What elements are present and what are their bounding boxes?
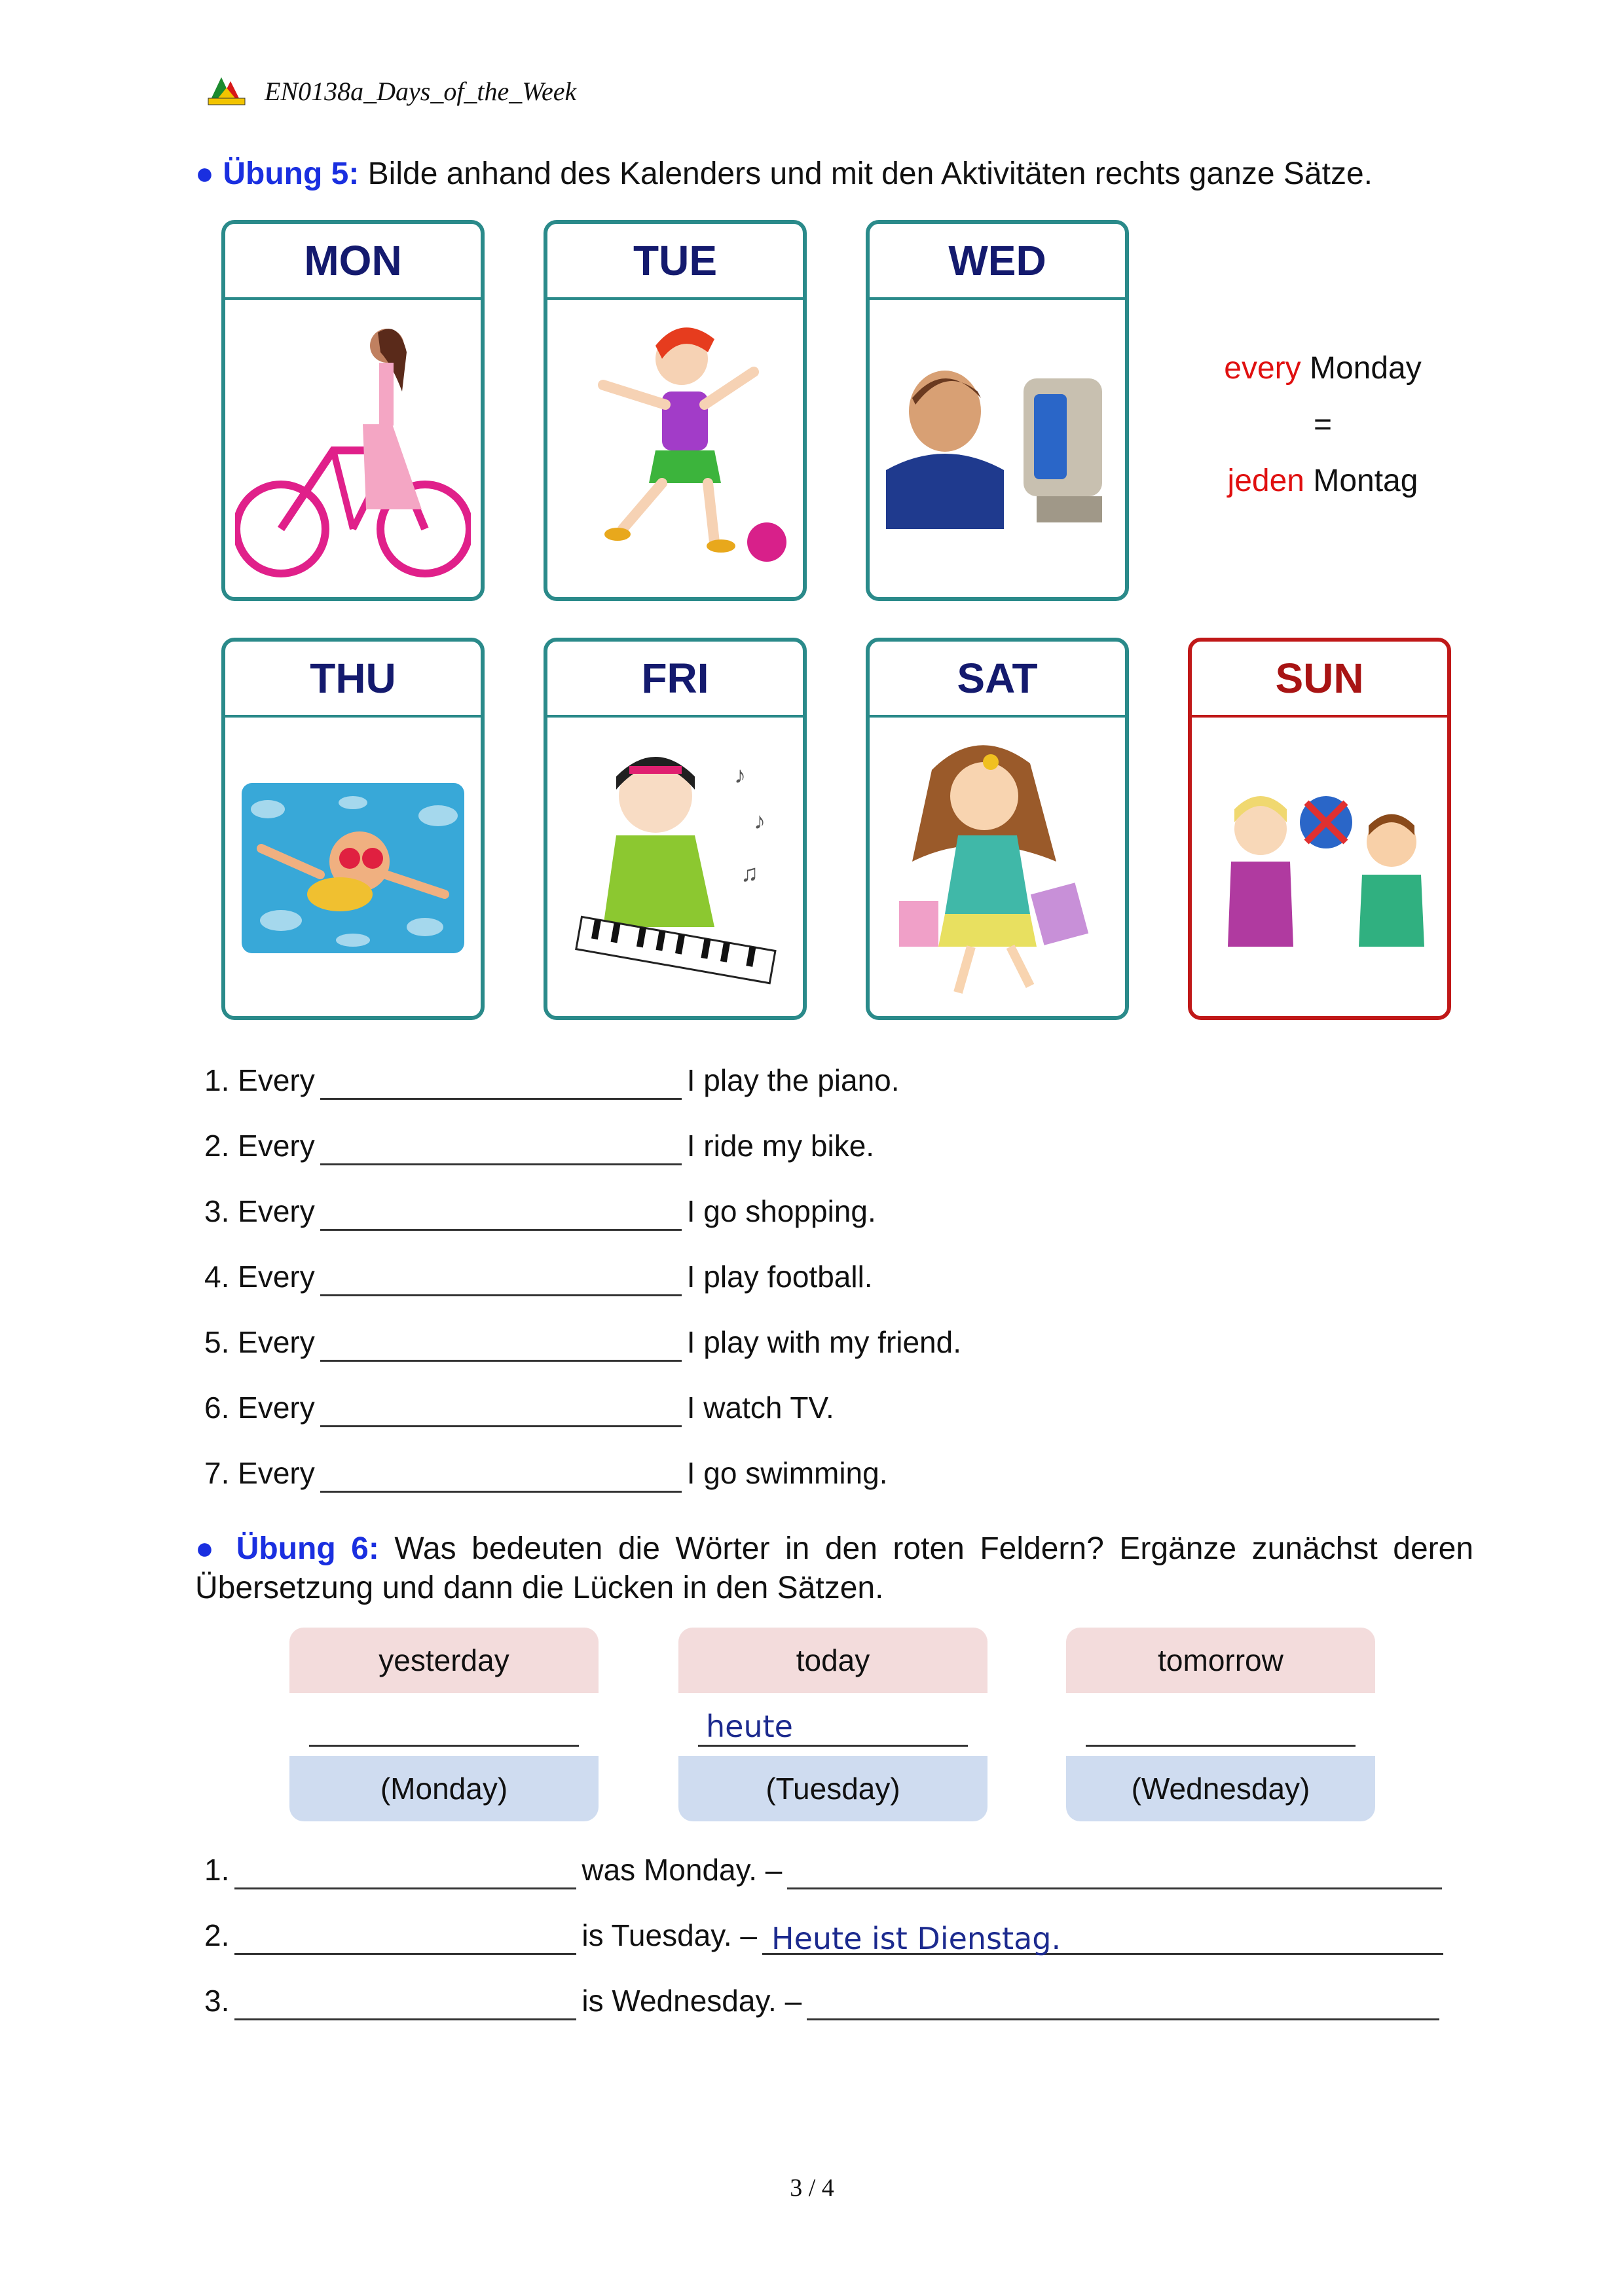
day-hint: (Wednesday) [1066, 1756, 1375, 1821]
english-word: today [678, 1628, 987, 1693]
note-equals: = [1313, 407, 1333, 442]
translation-field[interactable] [289, 1693, 599, 1756]
english-word: tomorrow [1066, 1628, 1375, 1693]
page-number: 3 / 4 [790, 2174, 834, 2202]
sentence-5-5: 5. Every I play with my friend. [204, 1322, 961, 1362]
piano-girl-illustration [547, 718, 803, 1019]
bullet: ● [195, 156, 214, 191]
sentence-5-2: 2. Every I ride my bike. [204, 1126, 874, 1165]
translation-field[interactable] [1066, 1693, 1375, 1756]
word-box-yesterday [289, 1628, 599, 1821]
exercise6-label: Übung 6: [236, 1531, 379, 1566]
answer-blank[interactable] [320, 1064, 682, 1100]
answer-blank[interactable] [234, 1919, 576, 1955]
day-card-tue [544, 220, 807, 601]
svg-text:♪: ♪ [734, 761, 746, 788]
sentence-5-6: 6. Every I watch TV. [204, 1388, 834, 1427]
day-card-mon [221, 220, 485, 601]
every-monday-note [1172, 340, 1473, 509]
translation-blank[interactable] [762, 1919, 1443, 1955]
answer-blank[interactable] [320, 1391, 682, 1427]
cycling-girl-illustration [225, 300, 481, 601]
answer-blank[interactable] [234, 1853, 576, 1889]
exercise5-instruction [195, 155, 1373, 194]
swimming-girl-illustration [225, 718, 481, 1019]
translation-blank[interactable] [807, 1984, 1439, 2020]
sentence-5-3: 3. Every I go shopping. [204, 1192, 876, 1231]
day-card-sun [1188, 638, 1451, 1020]
day-hint: (Tuesday) [678, 1756, 987, 1821]
sentence-5-4: 4. Every I play football. [204, 1257, 873, 1296]
day-label: WED [870, 224, 1125, 300]
football-girl-illustration [547, 300, 803, 601]
logo [207, 73, 246, 106]
document-title: EN0138a_Days_of_the_Week [265, 77, 577, 106]
word-box-tomorrow [1066, 1628, 1375, 1821]
sentence-6-1: 1. was Monday. – [204, 1850, 1447, 1889]
tv-boy-illustration [870, 300, 1125, 601]
day-card-wed [866, 220, 1129, 601]
day-card-fri [544, 638, 807, 1020]
translation-blank[interactable] [787, 1853, 1442, 1889]
exercise6-text: Was bedeuten die Wörter in den roten Feldern? Ergänze zunächst deren Übersetzung und dann die Lücken in den Sätzen. [195, 1531, 1474, 1605]
english-word: yesterday [289, 1628, 599, 1693]
day-card-sat [866, 638, 1129, 1020]
day-label: THU [225, 642, 481, 718]
day-label: TUE [547, 224, 803, 300]
day-hint: (Monday) [289, 1756, 599, 1821]
svg-text:♫: ♫ [741, 860, 758, 886]
sentence-5-7: 7. Every I go swimming. [204, 1453, 888, 1493]
note-line-1: every Monday [1224, 351, 1422, 386]
handwritten-answer: heute [706, 1709, 793, 1744]
sentence-6-2: 2. is Tuesday. – Heute ist Dienstag. [204, 1916, 1449, 1955]
exercise5-text: Bilde anhand des Kalenders und mit den Aktivitäten rechts ganze Sätze. [367, 156, 1373, 191]
note-line-2: jeden Montag [1227, 464, 1418, 498]
shopping-girl-illustration [870, 718, 1125, 1019]
bullet: ● [195, 1531, 221, 1566]
handwritten-answer: Heute ist Dienstag. [771, 1921, 1061, 1956]
day-label: SUN [1192, 642, 1447, 718]
sentence-6-3: 3. is Wednesday. – [204, 1981, 1445, 2020]
sentence-5-1: 1. Every I play the piano. [204, 1061, 900, 1100]
day-label: SAT [870, 642, 1125, 718]
children-ball-illustration [1192, 718, 1447, 1019]
svg-text:♪: ♪ [754, 807, 766, 834]
translation-field[interactable] [678, 1693, 987, 1756]
answer-blank[interactable] [320, 1326, 682, 1362]
answer-blank[interactable] [320, 1457, 682, 1493]
exercise5-label: Übung 5: [223, 156, 360, 191]
answer-blank[interactable] [320, 1129, 682, 1165]
day-label: MON [225, 224, 481, 300]
answer-blank[interactable] [320, 1195, 682, 1231]
answer-blank[interactable] [320, 1260, 682, 1296]
day-label: FRI [547, 642, 803, 718]
day-card-thu [221, 638, 485, 1020]
word-box-today [678, 1628, 987, 1821]
answer-blank[interactable] [234, 1984, 576, 2020]
exercise6-instruction [195, 1529, 1473, 1608]
